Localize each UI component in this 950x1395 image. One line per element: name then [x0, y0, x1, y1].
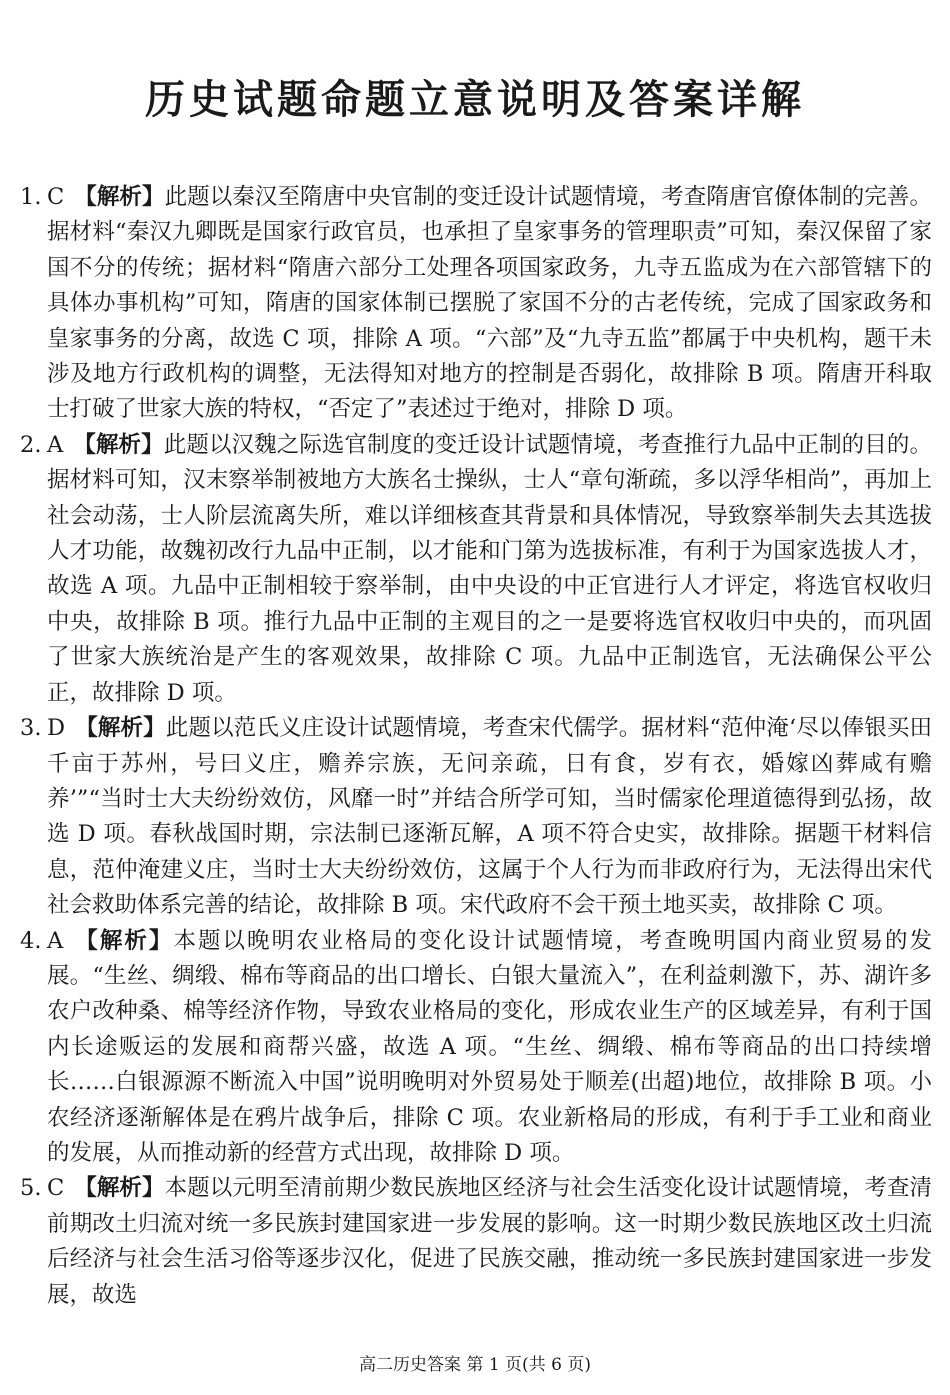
analysis-text: 此题以范氏义庄设计试题情境，考查宋代儒学。据材料“范仲淹‘尽以俸银买田千亩于苏州，号曰义庄，赡养宗族，无问亲疏，日有食，岁有衣，婚嫁凶葬咸有赡养’”“当时士大夫纷纷效仿，风靡一时”并结合所学可知，当时儒家伦理道德得到弘扬，故选 D 项。春秋战国时期，宗法制已逐渐瓦解，A 项不符合史实，故排除。据题干材料信息，范仲淹建义庄，当时士大夫纷纷效仿，这属于个人行为而非政府行为，无法得出宋代社会救助体系完善的结论，故排除 B 项。宋代政府不会干预土地买卖，故排除 C 项。	[47, 715, 932, 919]
answer-item-2	[20, 428, 932, 711]
item-number: 1.	[20, 184, 42, 210]
item-answer: A	[47, 431, 64, 458]
answer-item-1	[20, 180, 932, 428]
analysis-tag: 【解析】	[75, 715, 166, 742]
analysis-text: 此题以汉魏之际选官制度的变迁设计试题情境，考查推行九品中正制的目的。据材料可知，汉末察举制被地方大族名士操纵，士人“章句渐疏，多以浮华相尚”，再加上社会动荡，士人阶层流离失所，难以详细核查其背景和具体情况，导致察举制失去其选拔人才功能，故魏初改行九品中正制，以才能和门第为选拔标准，有利于为国家选拔人才，故选 A 项。九品中正制相较于察举制，由中央设的中正官进行人才评定，将选官权收归中央，故排除 B 项。推行九品中正制的主观目的之一是要将选官权收归中央的，而巩固了世家大族统治是产生的客观效果，故排除 C 项。九品中正制选官，无法确保公平公正，故排除 D 项。	[47, 431, 932, 706]
item-number: 4.	[20, 927, 42, 954]
item-number: 3.	[20, 715, 42, 742]
item-answer: A	[47, 927, 64, 954]
analysis-text: 本题以晚明农业格局的变化设计试题情境，考查晚明国内商业贸易的发展。“生丝、绸缎、棉布等商品的出口增长、白银大量流入”，在利益刺激下，苏、湖许多农户改种桑、棉等经济作物，导致农业格局的变化，形成农业生产的区域差异，有利于国内长途贩运的发展和商帮兴盛，故选 A 项。“生丝、绸缎、棉布等商品的出口持续增长……白银源源不断流入中国”说明晚明对外贸易处于顺差(出超)地位，故排除 B 项。小农经济逐渐解体是在鸦片战争后，排除 C 项。农业新格局的形成，有利于手工业和商业的发展，从而推动新的经营方式出现，故排除 D 项。	[47, 927, 932, 1166]
answer-item-3	[20, 711, 932, 923]
analysis-text: 本题以元明至清前期少数民族地区经济与社会生活变化设计试题情境，考查清前期改土归流对统一多民族封建国家进一步发展的影响。这一时期少数民族地区改土归流后经济与社会生活习俗等逐步汉化，促进了民族交融，推动统一多民族封建国家进一步发展，故选	[47, 1175, 932, 1308]
answer-item-4	[20, 924, 932, 1172]
item-answer: C	[47, 1175, 65, 1202]
item-answer: C	[47, 184, 65, 210]
item-answer: D	[47, 715, 66, 742]
analysis-tag: 【解析】	[74, 184, 165, 210]
page-title: 历史试题命题立意说明及答案详解	[145, 77, 805, 123]
analysis-text: 此题以秦汉至隋唐中央官制的变迁设计试题情境，考查隋唐官僚体制的完善。据材料“秦汉九卿既是国家行政官员，也承担了皇家事务的管理职责”可知，秦汉保留了家国不分的传统；据材料“隋唐六部分工处理各项国家政务，九寺五监成为在六部管辖下的具体办事机构”可知，隋唐的国家体制已摆脱了家国不分的古老传统，完成了国家政务和皇家事务的分离，故选 C 项，排除 A 项。“六部”及“九寺五监”都属于中央机构，题干未涉及地方行政机构的调整，无法得知对地方的控制是否弱化，故排除 B 项。隋唐开科取士打破了世家大族的特权，“否定了”表述过于绝对，排除 D 项。	[47, 184, 932, 423]
item-number: 5.	[20, 1175, 42, 1202]
answer-item-5	[20, 1171, 932, 1313]
item-number: 2.	[20, 431, 42, 458]
answer-list	[20, 180, 932, 1313]
page-footer: 高二历史答案 第 1 页(共 6 页)	[359, 1355, 591, 1375]
analysis-tag: 【解析】	[73, 431, 164, 458]
analysis-tag: 【解析】	[73, 927, 174, 954]
analysis-tag: 【解析】	[74, 1175, 165, 1202]
